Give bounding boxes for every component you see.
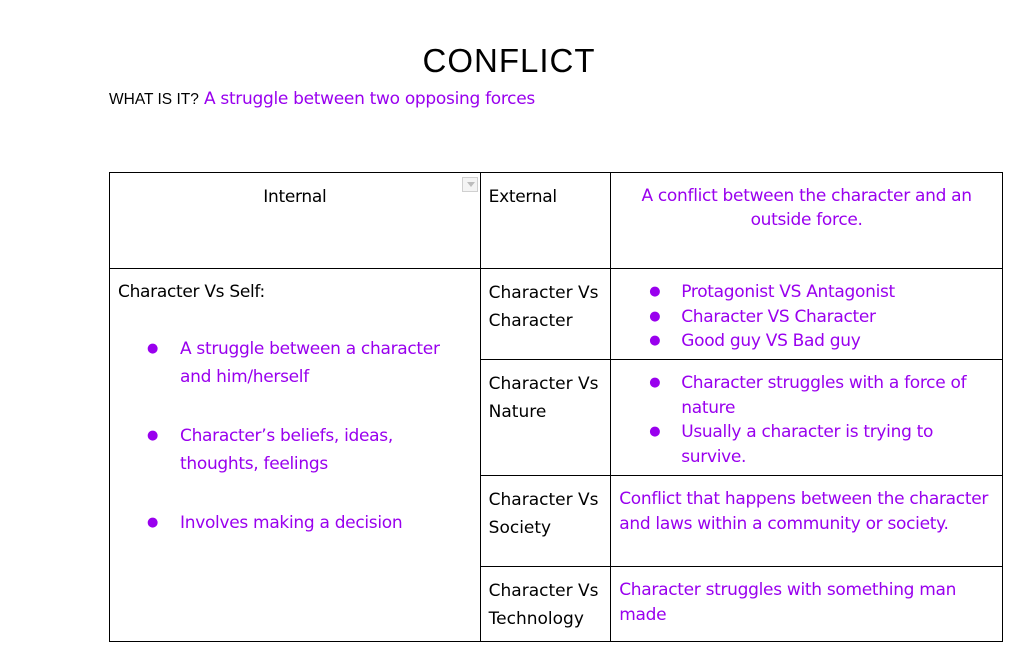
conflict-type-label: Character Vs Nature [488,374,599,422]
bullet-icon: ● [147,428,159,443]
definition-line [109,89,535,109]
conflict-detail-text: Character struggles with something man made [619,580,957,625]
bullet-icon: ● [649,333,661,348]
bullet-icon: ● [147,515,159,530]
list-item: ● Protagonist VS Antagonist [681,280,992,305]
conflict-type-cell[interactable] [480,269,611,360]
internal-header: Internal [263,187,327,207]
conflict-type-cell[interactable] [480,476,611,567]
conflict-type-label: Character Vs Technology [488,581,599,629]
question-label: WHAT IS IT? [109,91,199,108]
external-definition-cell[interactable] [611,173,1003,269]
list-item: ● Character struggles with a force of nature [649,373,967,418]
conflict-type-cell[interactable] [480,567,611,642]
internal-header-cell[interactable] [110,173,481,269]
filter-dropdown-icon[interactable] [462,177,478,192]
bullet-icon: ● [147,341,159,356]
detail-bullet-list [611,269,1002,354]
bullet-icon: ● [649,308,661,324]
bullet-icon: ● [649,375,661,390]
conflict-type-label: Character Vs Character [488,283,599,331]
question-answer: A struggle between two opposing forces [203,89,535,109]
conflict-detail-cell[interactable] [611,269,1003,360]
conflict-type-label: Character Vs Society [488,490,599,538]
conflict-detail-cell[interactable] [611,360,1003,476]
table-header-row [110,173,1003,269]
page-title: CONFLICT [422,42,596,79]
table-row [110,269,1003,360]
internal-bullet-list [118,335,472,537]
internal-heading: Character Vs Self: [118,282,265,302]
internal-content-cell[interactable] [110,269,481,642]
external-header: External [488,187,557,207]
bullet-icon: ● [649,424,661,439]
bullet-icon: ● [649,284,661,299]
list-item: ● Involves making a decision [180,509,472,537]
conflict-type-cell[interactable] [480,360,611,476]
list-item: ● A struggle between a character and him/herself [180,335,472,391]
conflict-detail-cell[interactable] [611,567,1003,642]
list-item: ● Character VS Character [681,305,992,330]
conflict-table [109,172,1003,642]
list-item: ● Good guy VS Bad guy [681,329,992,354]
external-header-cell[interactable] [480,173,611,269]
detail-bullet-list [611,360,1002,469]
list-item: ● Usually a character is trying to survive. [649,422,934,467]
conflict-detail-text: Conflict that happens between the character and laws within a community or society. [619,489,989,534]
conflict-detail-cell[interactable] [611,476,1003,567]
list-item: ● Character’s beliefs, ideas, thoughts, feelings [180,422,472,478]
external-definition: A conflict between the character and an outside force. [641,186,972,230]
